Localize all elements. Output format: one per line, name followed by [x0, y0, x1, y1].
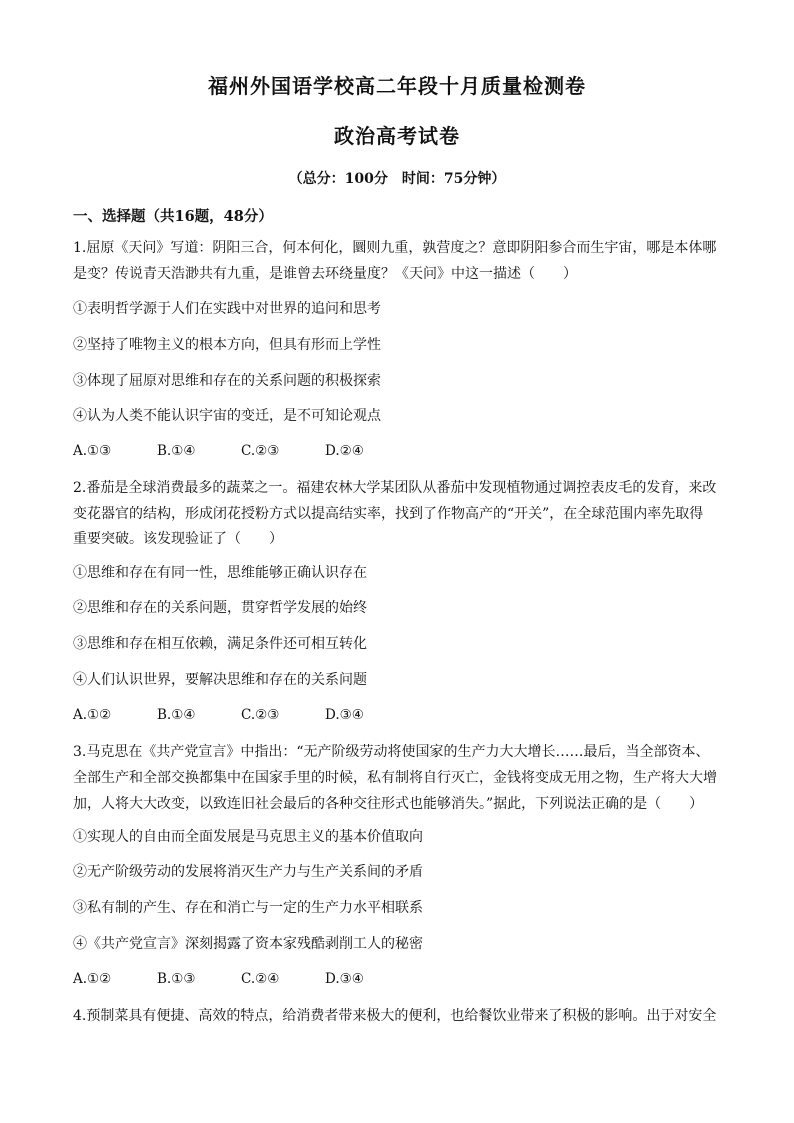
- q3-option-d: D.③④: [325, 971, 364, 987]
- section-heading: 一、选择题（共16题，48分）: [73, 208, 273, 225]
- q3-item-4: ④《共产党宣言》深刻揭露了资本家残酷剥削工人的秘密: [73, 936, 423, 952]
- exam-title: 福州外国语学校高二年段十月质量检测卷: [208, 74, 586, 98]
- q1-item-1: ①表明哲学源于人们在实践中对世界的追问和思考: [73, 301, 381, 317]
- q2-item-2: ②思维和存在的关系问题，贯穿哲学发展的始终: [73, 600, 367, 616]
- q1-item-2: ②坚持了唯物主义的根本方向，但具有形而上学性: [73, 337, 381, 353]
- q3-stem-line-1: 3.马克思在《共产党宣言》中指出：“无产阶级劳动将使国家的生产力大大增长……最后，当全部资本、: [73, 744, 710, 760]
- q3-option-b: B.①③: [157, 971, 196, 987]
- q1-option-d: D.②④: [325, 443, 364, 459]
- q1-option-b: B.①④: [157, 443, 196, 459]
- q1-option-a: A.①③: [73, 443, 112, 459]
- q3-option-a: A.①②: [73, 971, 112, 987]
- q3-item-3: ③私有制的产生、存在和消亡与一定的生产力水平相联系: [73, 900, 423, 916]
- q2-item-4: ④人们认识世界，要解决思维和存在的关系问题: [73, 672, 367, 688]
- q2-option-b: B.①④: [157, 707, 196, 723]
- q1-item-3: ③体现了屈原对思维和存在的关系问题的积极探索: [73, 373, 381, 389]
- q2-option-a: A.①②: [73, 707, 112, 723]
- q2-item-3: ③思维和存在相互依赖，满足条件还可相互转化: [73, 636, 367, 652]
- q1-option-c: C.②③: [241, 443, 280, 459]
- exam-subtitle: 政治高考试卷: [334, 124, 460, 148]
- q1-stem-line-2: 是变？传说青天浩渺共有九重，是谁曾去环绕量度？《天问》中这一描述（ ）: [73, 266, 577, 282]
- q3-option-c: C.②④: [241, 971, 280, 987]
- q2-option-d: D.③④: [325, 707, 364, 723]
- q2-item-1: ①思维和存在有同一性，思维能够正确认识存在: [73, 565, 367, 581]
- q3-item-2: ②无产阶级劳动的发展将消灭生产力与生产关系间的矛盾: [73, 864, 423, 880]
- q2-stem-line-1: 2.番茄是全球消费最多的蔬菜之一。福建农林大学某团队从番茄中发现植物通过调控表皮毛的发育，来改: [73, 480, 717, 496]
- q4-stem-line-1: 4.预制菜具有便捷、高效的特点，给消费者带来极大的便利，也给餐饮业带来了积极的影响。出于对安全: [73, 1008, 717, 1024]
- q3-options: [73, 971, 409, 987]
- q2-stem-line-2: 变花器官的结构，形成闭花授粉方式以提高结实率，找到了作物高产的“开关”，在全球范围内率先取得: [73, 506, 704, 522]
- q1-stem-line-1: 1.屈原《天问》写道：阴阳三合，何本何化，圜则九重，孰营度之？意即阴阳参合而生宇宙，哪是本体哪: [73, 240, 717, 256]
- q3-item-1: ①实现人的自由而全面发展是马克思主义的基本价值取向: [73, 829, 423, 845]
- q2-stem-line-3: 重要突破。该发现验证了（ ）: [73, 531, 283, 547]
- q3-stem-line-3: 加，人将大大改变，以致连旧社会最后的各种交往形式也能够消失。”据此，下列说法正确的是（ ）: [73, 796, 704, 812]
- q1-item-4: ④认为人类不能认识宇宙的变迁，是不可知论观点: [73, 408, 381, 424]
- q3-stem-line-2: 全部生产和全部交换都集中在国家手里的时候，私有制将自行灭亡，金钱将变成无用之物，生产将大大增: [73, 770, 717, 786]
- q2-options: [73, 707, 409, 723]
- q2-option-c: C.②③: [241, 707, 280, 723]
- exam-meta: （总分：100分 时间：75分钟）: [288, 171, 506, 187]
- q1-options: [73, 443, 409, 459]
